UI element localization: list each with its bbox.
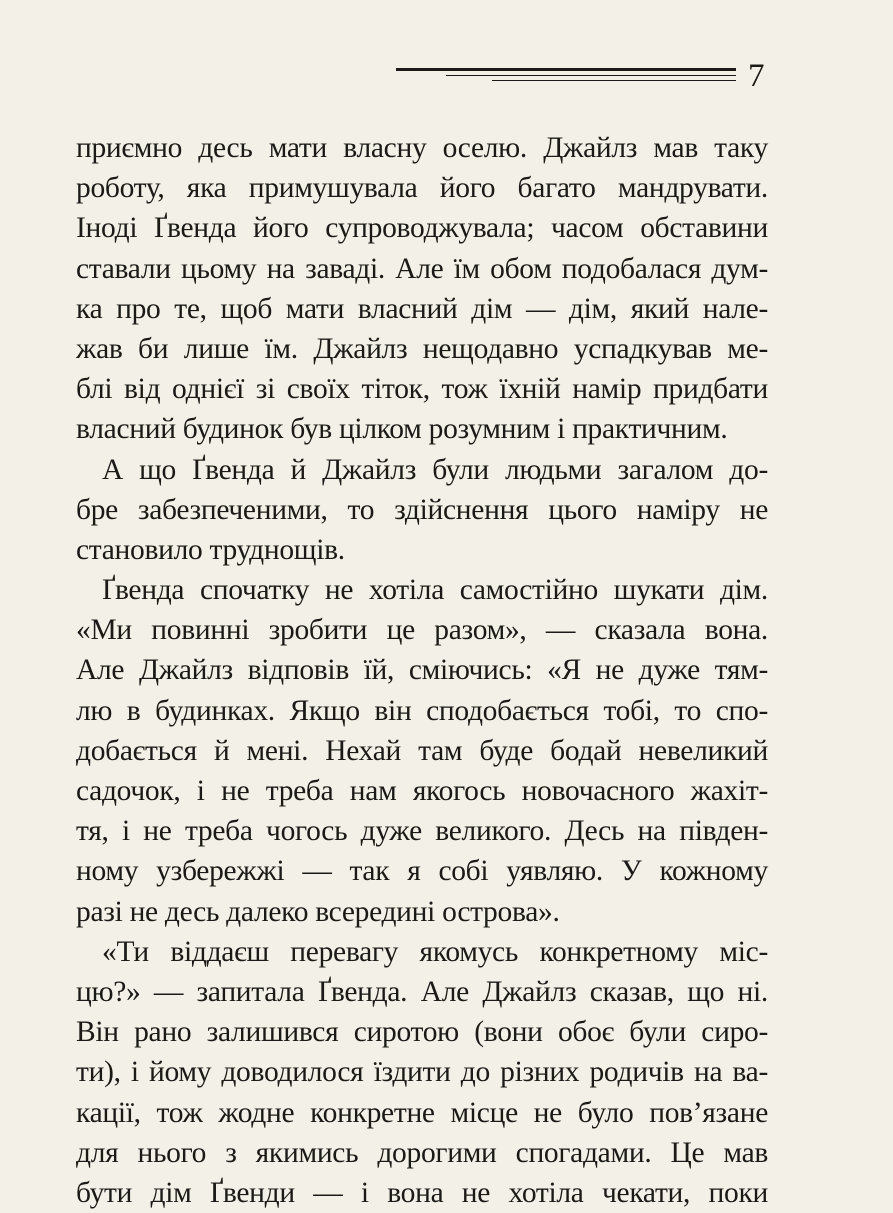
text-line: лю в будинках. Якщо він сподобається тобі, то спо- xyxy=(76,694,768,727)
text-line: бути дім Ґвенди — і вона не хотіла чекати, поки xyxy=(76,1176,768,1209)
header-rule-thin xyxy=(446,75,736,76)
header-rule-thick xyxy=(396,68,736,71)
text-line: цю?» — запитала Ґвенда. Але Джайлз сказав, що ні. xyxy=(76,975,768,1008)
text-line: разі не десь далеко всередині острова». xyxy=(76,895,560,928)
text-line: приємно десь мати власну оселю. Джайлз мав таку xyxy=(76,132,768,164)
text-line: бре забезпеченими, то здійснення цього наміру не xyxy=(76,493,768,526)
text-line: ти), і йому доводилося їздити до різних родичів на ва- xyxy=(76,1056,768,1089)
text-line: кації, тож жодне конкретне місце не було пов’язане xyxy=(76,1096,768,1129)
text-line: роботу, яка примушувала його багато мандрувати. xyxy=(76,172,768,205)
running-header xyxy=(396,58,796,98)
text-line: становило труднощів. xyxy=(76,533,345,566)
page-number: 7 xyxy=(748,58,765,94)
text-line: А що Ґвенда й Джайлз були людьми загалом до- xyxy=(102,453,768,486)
text-line: Він рано залишився сиротою (вони обоє були сиро- xyxy=(76,1016,768,1049)
text-line: Ґвенда спочатку не хотіла самостійно шукати дім. xyxy=(102,574,768,607)
text-line: «Ти віддаєш перевагу якомусь конкретному міс- xyxy=(102,935,768,968)
text-line: блі від однієї зі своїх тіток, тож їхній намір придбати xyxy=(76,373,768,406)
text-line: добається й мені. Нехай там буде бодай невеликий xyxy=(76,734,768,767)
text-line: ка про те, щоб мати власний дім — дім, який нале- xyxy=(76,292,768,325)
text-line: ставали цьому на заваді. Але їм обом подобалася дум- xyxy=(76,252,768,285)
text-line: ному узбережжі — так я собі уявляю. У кожному xyxy=(76,855,768,888)
text-line: власний будинок був цілком розумним і практичним. xyxy=(76,413,728,446)
text-line: Іноді Ґвенда його супроводжувала; часом обставини xyxy=(76,212,768,245)
body-text xyxy=(76,128,768,1213)
text-line: садочок, і не треба нам якогось новочасного жахіт- xyxy=(76,775,768,807)
text-line: жав би лише їм. Джайлз нещодавно успадкував ме- xyxy=(76,332,768,365)
text-line: «Ми повинні зробити це разом», — сказала вона. xyxy=(76,614,768,647)
text-line: Але Джайлз відповів їй, сміючись: «Я не дуже тям- xyxy=(76,654,768,687)
header-rule-thin xyxy=(492,80,736,81)
text-line: для нього з якимись дорогими спогадами. Це мав xyxy=(76,1136,768,1169)
text-line: тя, і не треба чогось дуже великого. Десь на півден- xyxy=(76,815,768,848)
